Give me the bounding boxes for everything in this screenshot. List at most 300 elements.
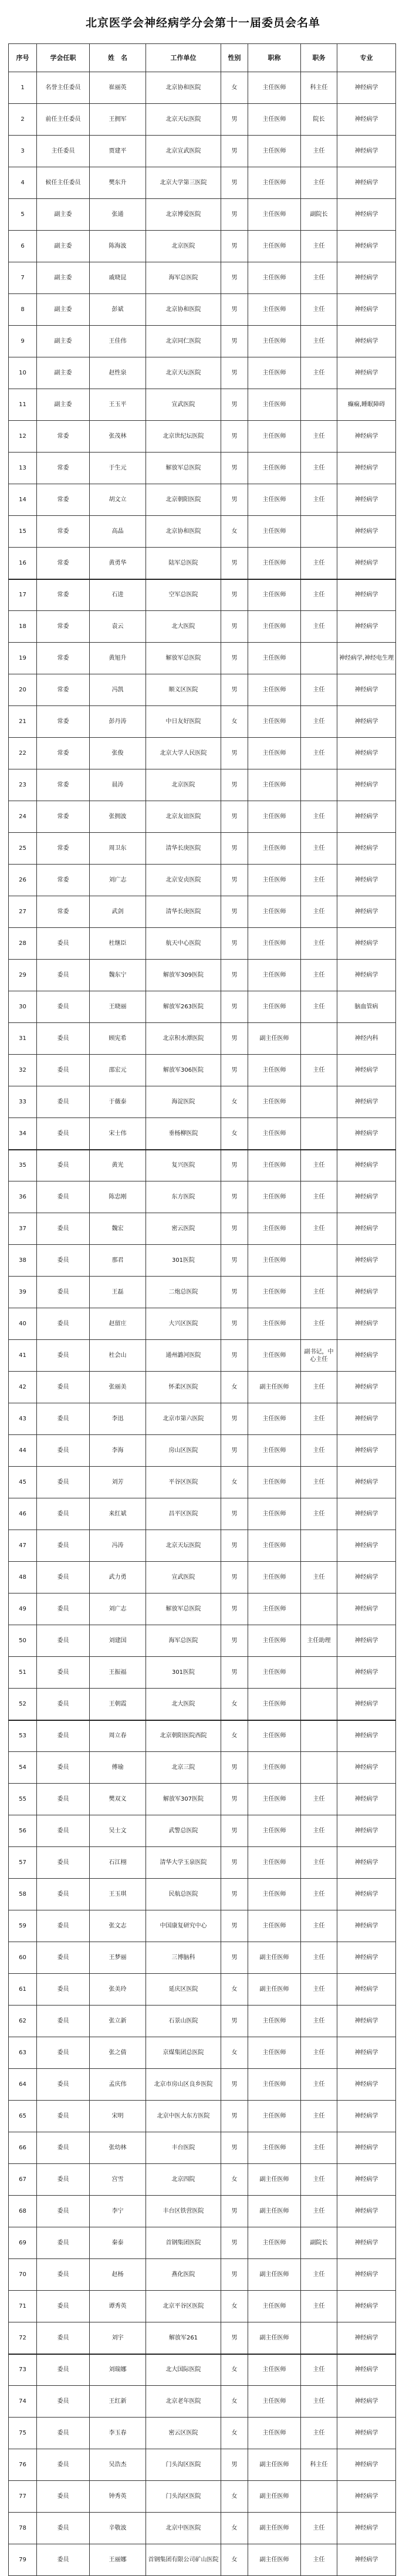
cell-gender: 男 <box>221 1150 248 1181</box>
cell-gender: 男 <box>221 1815 248 1847</box>
cell-duty: 主任 <box>301 1181 337 1213</box>
cell-society-position: 委员 <box>37 2132 90 2164</box>
cell-duty: 主任 <box>301 2386 337 2418</box>
cell-society-position: 委员 <box>37 1530 90 1562</box>
cell-professional-title: 主任医师 <box>248 1213 301 1245</box>
cell-professional-title: 主任医师 <box>248 2227 301 2259</box>
table-row <box>9 1340 396 1372</box>
cell-no: 69 <box>9 2227 37 2259</box>
cell-society-position: 委员 <box>37 1277 90 1308</box>
table-row <box>9 1467 396 1498</box>
cell-society-position: 委员 <box>37 1150 90 1181</box>
cell-specialty: 神经病学 <box>337 1815 396 1847</box>
cell-society-position: 常委 <box>37 421 90 453</box>
cell-duty: 主任 <box>301 1847 337 1879</box>
cell-name: 武剑 <box>90 896 146 928</box>
cell-gender: 男 <box>221 674 248 706</box>
cell-no: 56 <box>9 1815 37 1847</box>
cell-work-unit: 清华大学玉泉医院 <box>146 1847 221 1879</box>
cell-society-position: 委员 <box>37 1403 90 1435</box>
cell-name: 樊东升 <box>90 167 146 199</box>
cell-work-unit: 宣武医院 <box>146 389 221 421</box>
cell-gender: 男 <box>221 928 248 960</box>
cell-professional-title: 主任医师 <box>248 1720 301 1752</box>
cell-specialty: 神经病学 <box>337 1118 396 1150</box>
cell-duty: 主任 <box>301 2291 337 2322</box>
cell-duty: 主任 <box>301 896 337 928</box>
cell-duty: 主任 <box>301 2037 337 2069</box>
cell-no: 21 <box>9 706 37 738</box>
cell-name: 王磊 <box>90 1277 146 1308</box>
cell-gender: 女 <box>221 2164 248 2196</box>
cell-professional-title: 主任医师 <box>248 769 301 801</box>
cell-no: 5 <box>9 199 37 231</box>
cell-duty: 主任 <box>301 738 337 769</box>
cell-professional-title: 副主任医师 <box>248 2196 301 2227</box>
cell-society-position: 委员 <box>37 1657 90 1689</box>
cell-no: 2 <box>9 104 37 136</box>
cell-duty: 主任 <box>301 421 337 453</box>
cell-professional-title: 主任医师 <box>248 1498 301 1530</box>
cell-duty: 主任 <box>301 1942 337 1974</box>
table-row <box>9 2006 396 2037</box>
cell-society-position: 委员 <box>37 1435 90 1467</box>
table-row <box>9 1847 396 1879</box>
header-gender: 性别 <box>221 44 248 72</box>
cell-no: 15 <box>9 516 37 548</box>
cell-no: 3 <box>9 136 37 167</box>
cell-gender: 男 <box>221 421 248 453</box>
cell-duty: 主任 <box>301 2164 337 2196</box>
cell-no: 58 <box>9 1879 37 1910</box>
cell-society-position: 常委 <box>37 579 90 611</box>
cell-name: 黄光 <box>90 1150 146 1181</box>
cell-duty: 主任 <box>301 1150 337 1181</box>
cell-no: 52 <box>9 1689 37 1720</box>
cell-no: 17 <box>9 579 37 611</box>
cell-professional-title: 主任医师 <box>248 136 301 167</box>
cell-gender: 男 <box>221 1245 248 1277</box>
cell-no: 9 <box>9 326 37 357</box>
cell-no: 11 <box>9 389 37 421</box>
cell-work-unit: 301医院 <box>146 1245 221 1277</box>
cell-no: 23 <box>9 769 37 801</box>
table-row <box>9 1720 396 1752</box>
cell-no: 26 <box>9 865 37 896</box>
table-row <box>9 2259 396 2291</box>
cell-gender: 男 <box>221 801 248 833</box>
table-row <box>9 1498 396 1530</box>
cell-gender: 男 <box>221 389 248 421</box>
cell-gender: 男 <box>221 991 248 1023</box>
cell-professional-title: 主任医师 <box>248 1245 301 1277</box>
cell-name: 王红新 <box>90 2386 146 2418</box>
cell-work-unit: 北京协和医院 <box>146 294 221 326</box>
cell-duty <box>301 516 337 548</box>
cell-gender: 女 <box>221 1086 248 1118</box>
cell-duty: 主任 <box>301 2544 337 2576</box>
cell-professional-title: 主任医师 <box>248 1435 301 1467</box>
cell-specialty: 神经病学 <box>337 2322 396 2354</box>
cell-duty <box>301 389 337 421</box>
cell-work-unit: 解放军总医院 <box>146 1593 221 1625</box>
cell-professional-title: 主任医师 <box>248 738 301 769</box>
cell-specialty: 神经病学 <box>337 674 396 706</box>
cell-specialty: 神经病学 <box>337 104 396 136</box>
cell-no: 12 <box>9 421 37 453</box>
cell-no: 13 <box>9 453 37 484</box>
cell-gender: 男 <box>221 1847 248 1879</box>
cell-gender: 男 <box>221 1625 248 1657</box>
cell-duty: 主任 <box>301 167 337 199</box>
cell-no: 43 <box>9 1403 37 1435</box>
cell-professional-title: 主任医师 <box>248 1784 301 1815</box>
cell-no: 14 <box>9 484 37 516</box>
cell-name: 张幼林 <box>90 2132 146 2164</box>
cell-duty <box>301 1752 337 1784</box>
table-row <box>9 548 396 579</box>
cell-gender: 男 <box>221 1498 248 1530</box>
cell-name: 来红斌 <box>90 1498 146 1530</box>
table-row <box>9 294 396 326</box>
cell-society-position: 委员 <box>37 1086 90 1118</box>
cell-name: 宋明 <box>90 2101 146 2132</box>
cell-name: 张拥波 <box>90 801 146 833</box>
cell-specialty: 神经病学 <box>337 1213 396 1245</box>
cell-work-unit: 密云医院 <box>146 1213 221 1245</box>
cell-work-unit: 平谷区医院 <box>146 1467 221 1498</box>
cell-no: 60 <box>9 1942 37 1974</box>
cell-professional-title: 主任医师 <box>248 1181 301 1213</box>
cell-specialty: 神经病学 <box>337 2164 396 2196</box>
cell-work-unit: 301医院 <box>146 1657 221 1689</box>
cell-professional-title: 主任医师 <box>248 389 301 421</box>
cell-no: 59 <box>9 1910 37 1942</box>
cell-gender: 男 <box>221 579 248 611</box>
cell-work-unit: 空军总医院 <box>146 579 221 611</box>
cell-no: 76 <box>9 2449 37 2481</box>
cell-duty: 主任 <box>301 548 337 579</box>
cell-work-unit: 石景山医院 <box>146 2006 221 2037</box>
cell-gender: 男 <box>221 231 248 262</box>
header-duty: 职务 <box>301 44 337 72</box>
table-row <box>9 706 396 738</box>
cell-professional-title: 副主任医师 <box>248 2513 301 2544</box>
table-row <box>9 2449 396 2481</box>
cell-no: 47 <box>9 1530 37 1562</box>
table-row <box>9 2354 396 2386</box>
cell-no: 54 <box>9 1752 37 1784</box>
cell-professional-title: 副主任医师 <box>248 2164 301 2196</box>
table-row <box>9 801 396 833</box>
table-row <box>9 1562 396 1593</box>
cell-society-position: 委员 <box>37 1910 90 1942</box>
cell-duty: 科主任 <box>301 72 337 104</box>
cell-society-position: 委员 <box>37 2481 90 2513</box>
cell-no: 1 <box>9 72 37 104</box>
cell-society-position: 常委 <box>37 706 90 738</box>
cell-professional-title: 主任医师 <box>248 2418 301 2449</box>
table-row <box>9 136 396 167</box>
table-row <box>9 199 396 231</box>
cell-professional-title: 主任医师 <box>248 326 301 357</box>
cell-professional-title: 主任医师 <box>248 2101 301 2132</box>
cell-work-unit: 北京三院 <box>146 1752 221 1784</box>
cell-gender: 男 <box>221 357 248 389</box>
cell-professional-title: 主任医师 <box>248 357 301 389</box>
table-row <box>9 2544 396 2576</box>
cell-name: 刘芳 <box>90 1467 146 1498</box>
table-row <box>9 1942 396 1974</box>
cell-specialty: 神经病学 <box>337 1562 396 1593</box>
cell-gender: 男 <box>221 769 248 801</box>
cell-work-unit: 北京天坛医院 <box>146 1530 221 1562</box>
header-name: 姓 名 <box>90 44 146 72</box>
cell-work-unit: 海淀医院 <box>146 1086 221 1118</box>
cell-society-position: 副主委 <box>37 262 90 294</box>
cell-no: 48 <box>9 1562 37 1593</box>
cell-professional-title: 副主任医师 <box>248 1023 301 1055</box>
cell-no: 67 <box>9 2164 37 2196</box>
cell-professional-title: 主任医师 <box>248 2037 301 2069</box>
cell-name: 宫雪 <box>90 2164 146 2196</box>
cell-no: 28 <box>9 928 37 960</box>
cell-duty: 主任 <box>301 1498 337 1530</box>
table-row <box>9 167 396 199</box>
cell-duty: 主任 <box>301 1815 337 1847</box>
cell-society-position: 常委 <box>37 896 90 928</box>
table-row <box>9 1213 396 1245</box>
cell-gender: 男 <box>221 1340 248 1372</box>
cell-duty: 主任 <box>301 136 337 167</box>
cell-gender: 女 <box>221 2544 248 2576</box>
table-header-row <box>9 44 396 72</box>
cell-name: 杜继臣 <box>90 928 146 960</box>
cell-professional-title: 副主任医师 <box>248 1372 301 1403</box>
cell-name: 刘瑞娜 <box>90 2354 146 2386</box>
cell-no: 30 <box>9 991 37 1023</box>
cell-no: 29 <box>9 960 37 991</box>
cell-specialty: 神经病学 <box>337 611 396 643</box>
cell-duty <box>301 769 337 801</box>
cell-professional-title: 主任医师 <box>248 1752 301 1784</box>
cell-gender: 女 <box>221 2513 248 2544</box>
cell-specialty: 神经病学 <box>337 294 396 326</box>
cell-name: 王丽娜 <box>90 2544 146 2576</box>
cell-no: 66 <box>9 2132 37 2164</box>
cell-society-position: 副主委 <box>37 199 90 231</box>
cell-professional-title: 主任医师 <box>248 167 301 199</box>
cell-duty: 主任 <box>301 2069 337 2101</box>
cell-society-position: 委员 <box>37 960 90 991</box>
cell-no: 19 <box>9 643 37 674</box>
table-row <box>9 1023 396 1055</box>
cell-no: 61 <box>9 1974 37 2006</box>
cell-duty: 主任 <box>301 1467 337 1498</box>
cell-professional-title: 副主任医师 <box>248 2449 301 2481</box>
cell-name: 那君 <box>90 1245 146 1277</box>
cell-professional-title: 主任医师 <box>248 453 301 484</box>
cell-specialty: 神经病学 <box>337 1055 396 1086</box>
cell-work-unit: 中日友好医院 <box>146 706 221 738</box>
cell-duty: 主任 <box>301 674 337 706</box>
cell-gender: 男 <box>221 1942 248 1974</box>
header-specialty: 专业 <box>337 44 396 72</box>
cell-work-unit: 二炮总医院 <box>146 1277 221 1308</box>
header-no: 序号 <box>9 44 37 72</box>
cell-gender: 男 <box>221 1879 248 1910</box>
cell-work-unit: 燕化医院 <box>146 2259 221 2291</box>
cell-professional-title: 主任医师 <box>248 1847 301 1879</box>
table-row <box>9 326 396 357</box>
cell-specialty: 神经病学 <box>337 928 396 960</box>
cell-specialty: 神经病学 <box>337 1847 396 1879</box>
cell-no: 25 <box>9 833 37 865</box>
table-row <box>9 389 396 421</box>
cell-society-position: 委员 <box>37 1340 90 1372</box>
cell-society-position: 委员 <box>37 2006 90 2037</box>
cell-professional-title: 主任医师 <box>248 2006 301 2037</box>
cell-no: 35 <box>9 1150 37 1181</box>
cell-society-position: 委员 <box>37 2322 90 2354</box>
cell-duty: 主任 <box>301 484 337 516</box>
cell-work-unit: 东方医院 <box>146 1181 221 1213</box>
cell-name: 邵宏元 <box>90 1055 146 1086</box>
table-row <box>9 865 396 896</box>
cell-gender: 女 <box>221 2418 248 2449</box>
cell-duty: 主任 <box>301 2259 337 2291</box>
cell-professional-title: 主任医师 <box>248 896 301 928</box>
cell-gender: 男 <box>221 1530 248 1562</box>
cell-work-unit: 延庆区医院 <box>146 1974 221 2006</box>
cell-professional-title: 主任医师 <box>248 833 301 865</box>
cell-professional-title: 主任医师 <box>248 1657 301 1689</box>
table-row <box>9 643 396 674</box>
cell-no: 34 <box>9 1118 37 1150</box>
cell-professional-title: 主任医师 <box>248 2354 301 2386</box>
cell-duty <box>301 643 337 674</box>
table-row <box>9 1815 396 1847</box>
cell-specialty: 神经病学 <box>337 1784 396 1815</box>
cell-professional-title: 主任医师 <box>248 2291 301 2322</box>
cell-no: 16 <box>9 548 37 579</box>
cell-name: 秦泰 <box>90 2227 146 2259</box>
cell-society-position: 常委 <box>37 801 90 833</box>
cell-specialty: 神经病学 <box>337 1308 396 1340</box>
cell-society-position: 委员 <box>37 1942 90 1974</box>
cell-duty: 主任 <box>301 2196 337 2227</box>
cell-professional-title: 主任医师 <box>248 1625 301 1657</box>
cell-duty: 主任 <box>301 2513 337 2544</box>
cell-work-unit: 房山区医院 <box>146 1435 221 1467</box>
cell-specialty: 神经病学 <box>337 1435 396 1467</box>
cell-work-unit: 北京市第六医院 <box>146 1403 221 1435</box>
cell-work-unit: 北大医院 <box>146 1689 221 1720</box>
cell-gender: 男 <box>221 326 248 357</box>
cell-name: 张立新 <box>90 2006 146 2037</box>
cell-specialty: 神经病学 <box>337 1879 396 1910</box>
cell-gender: 男 <box>221 1784 248 1815</box>
cell-no: 20 <box>9 674 37 706</box>
cell-gender: 女 <box>221 1467 248 1498</box>
cell-gender: 男 <box>221 548 248 579</box>
cell-duty: 主任 <box>301 453 337 484</box>
cell-work-unit: 昌平区医院 <box>146 1498 221 1530</box>
cell-specialty: 神经病学 <box>337 357 396 389</box>
table-row <box>9 2037 396 2069</box>
cell-specialty: 神经病学 <box>337 1752 396 1784</box>
table-body <box>9 72 396 2576</box>
cell-no: 57 <box>9 1847 37 1879</box>
cell-name: 张之倩 <box>90 2037 146 2069</box>
cell-specialty: 神经病学 <box>337 1340 396 1372</box>
cell-no: 44 <box>9 1435 37 1467</box>
cell-name: 胡文立 <box>90 484 146 516</box>
cell-specialty: 神经病学 <box>337 167 396 199</box>
cell-duty <box>301 1023 337 1055</box>
cell-name: 陈海波 <box>90 231 146 262</box>
cell-no: 79 <box>9 2544 37 2576</box>
cell-name: 张美玲 <box>90 1974 146 2006</box>
cell-work-unit: 宣武医院 <box>146 1562 221 1593</box>
cell-professional-title: 主任医师 <box>248 1562 301 1593</box>
cell-work-unit: 清华长庚医院 <box>146 896 221 928</box>
cell-specialty: 神经病学 <box>337 548 396 579</box>
table-row <box>9 453 396 484</box>
cell-no: 37 <box>9 1213 37 1245</box>
cell-name: 黄旭升 <box>90 643 146 674</box>
table-row <box>9 833 396 865</box>
cell-name: 魏宏 <box>90 1213 146 1245</box>
cell-professional-title: 主任医师 <box>248 262 301 294</box>
cell-gender: 男 <box>221 2322 248 2354</box>
table-row <box>9 1435 396 1467</box>
table-row <box>9 1657 396 1689</box>
cell-work-unit: 北大国际医院 <box>146 2354 221 2386</box>
cell-duty: 主任 <box>301 1308 337 1340</box>
cell-work-unit: 武警总医院 <box>146 1815 221 1847</box>
cell-specialty: 神经病学 <box>337 2196 396 2227</box>
cell-gender: 女 <box>221 706 248 738</box>
cell-society-position: 名誉主任委员 <box>37 72 90 104</box>
cell-name: 张茂林 <box>90 421 146 453</box>
cell-society-position: 常委 <box>37 865 90 896</box>
cell-no: 24 <box>9 801 37 833</box>
cell-specialty: 神经病学 <box>337 1942 396 1974</box>
cell-society-position: 委员 <box>37 2513 90 2544</box>
cell-gender: 男 <box>221 1213 248 1245</box>
cell-gender: 男 <box>221 2101 248 2132</box>
cell-duty: 主任 <box>301 2418 337 2449</box>
cell-specialty: 神经病学 <box>337 2544 396 2576</box>
cell-work-unit: 复兴医院 <box>146 1150 221 1181</box>
cell-specialty: 神经病学 <box>337 1625 396 1657</box>
table-row <box>9 1403 396 1435</box>
cell-name: 晨涛 <box>90 769 146 801</box>
cell-professional-title: 主任医师 <box>248 801 301 833</box>
cell-duty: 主任 <box>301 1372 337 1403</box>
cell-work-unit: 北京四院 <box>146 2164 221 2196</box>
cell-society-position: 委员 <box>37 1974 90 2006</box>
cell-specialty: 神经病学 <box>337 1657 396 1689</box>
cell-specialty: 神经病学 <box>337 421 396 453</box>
cell-no: 40 <box>9 1308 37 1340</box>
cell-gender: 男 <box>221 1277 248 1308</box>
cell-name: 戚晓昆 <box>90 262 146 294</box>
cell-no: 6 <box>9 231 37 262</box>
cell-specialty: 神经病学 <box>337 1974 396 2006</box>
cell-professional-title: 主任医师 <box>248 611 301 643</box>
